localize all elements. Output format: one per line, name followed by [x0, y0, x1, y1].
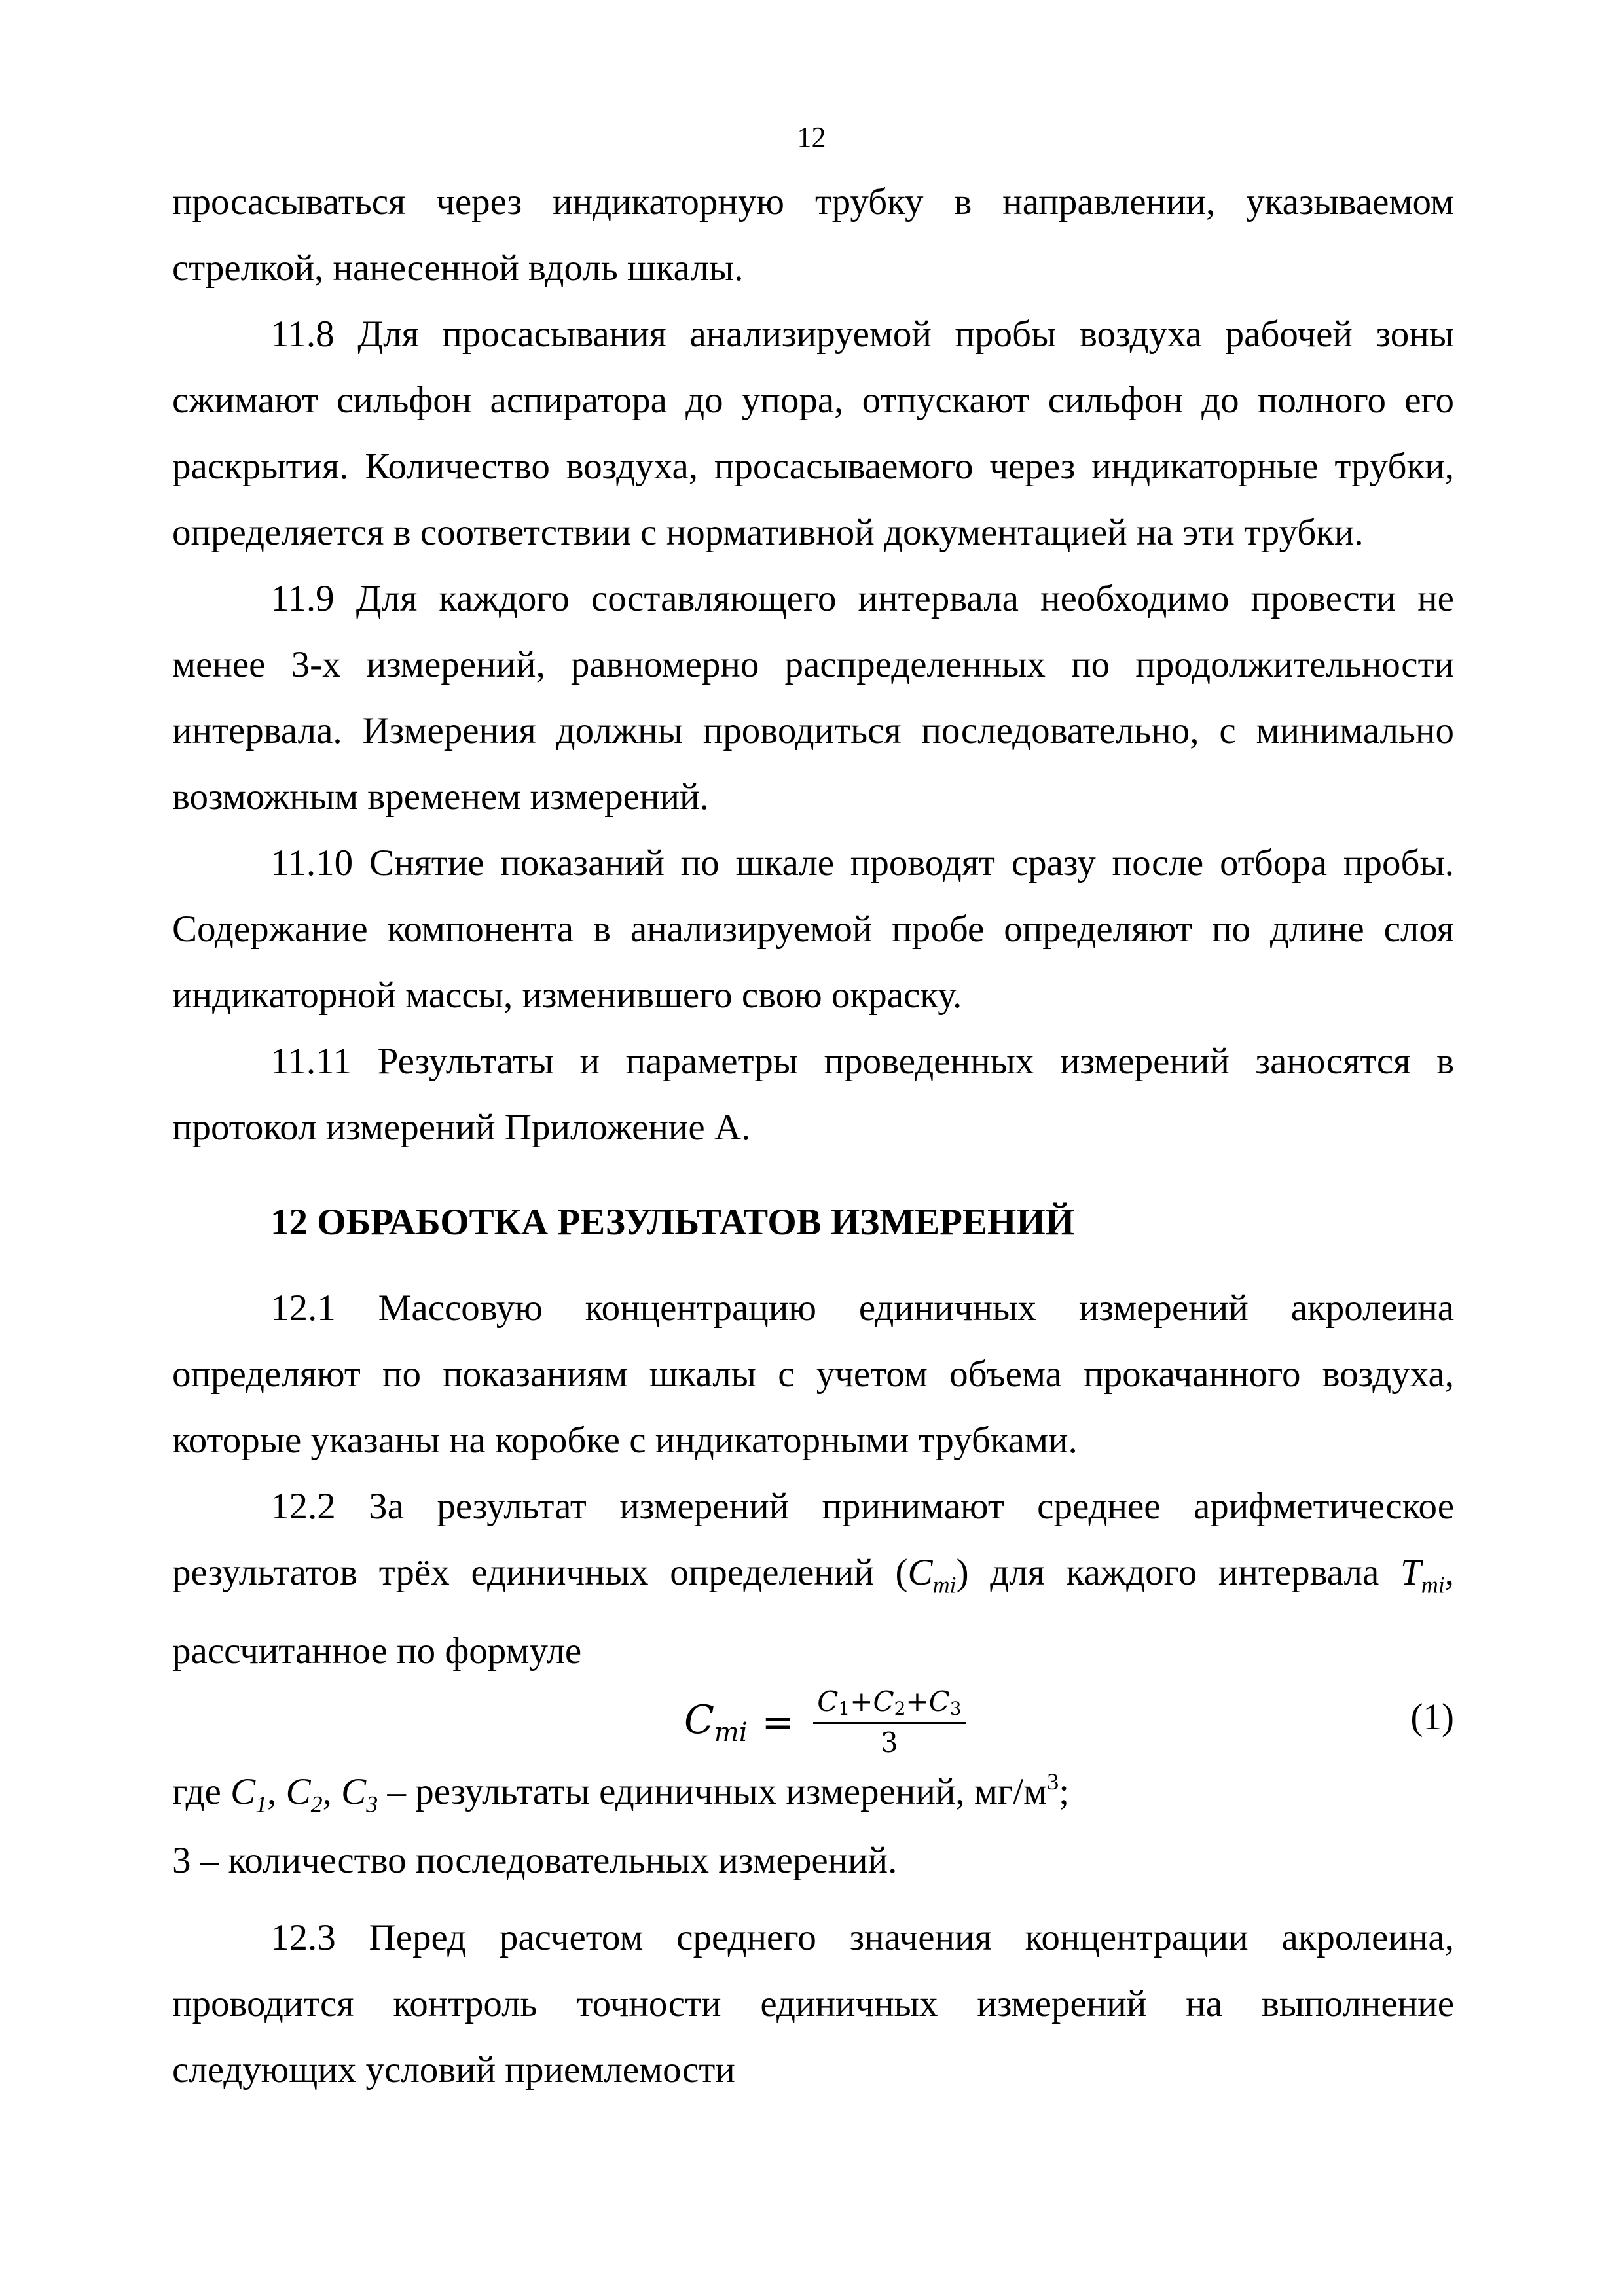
- variable-c2: $C_2$: [285, 1771, 323, 1818]
- page-number: 12: [797, 121, 826, 153]
- paragraph-12-3: 12.3 Перед расчетом среднего значения концентрации акролеина, проводится контроль точности единичных измерений на выполнение следующих условий приемлемости: [172, 1916, 1454, 2090]
- where-line: где $C_1$, $C_2$, $C_3$ – результаты единичных измерений, $мг/м^3$;: [172, 1768, 1070, 1818]
- section-heading: 12 ОБРАБОТКА РЕЗУЛЬТАТОВ ИЗМЕРЕНИЙ: [270, 1202, 1075, 1243]
- paragraph-12-2-text-c: , рассчитанное по формуле: [172, 1552, 1454, 1672]
- formula-denominator: 3: [881, 1727, 898, 1759]
- variable-t-mi: $T_{mi}$: [1400, 1552, 1445, 1598]
- paragraph-12-2: [172, 1473, 1454, 1684]
- formula-numerator: $C_1+C_2+C_3$: [813, 1685, 965, 1724]
- formula-1: [172, 1680, 1454, 1764]
- count-definition-line: 3 – количество последовательных измерений.: [172, 1839, 898, 1881]
- formula-lhs: $C_{mi}$: [684, 1696, 748, 1748]
- formula-equals: =: [761, 1700, 794, 1745]
- variable-c-mi: $C_{mi}$: [907, 1552, 957, 1598]
- paragraph-12-2-text-b: ) для каждого интервала: [956, 1552, 1401, 1593]
- variable-c1: $C_1$: [230, 1771, 268, 1818]
- formula-fraction: [813, 1685, 965, 1759]
- document-body: [172, 169, 1454, 2103]
- paragraph-12-1: 12.1 Массовую концентрацию единичных измерений акролеина определяют по показаниям шкалы с учетом объема прокачанного воздуха, которые указаны на коробке с индикаторными трубками.: [172, 1287, 1454, 1461]
- paragraph-continuation: просасываться через индикаторную трубку в направлении, указываемом стрелкой, нанесенной вдоль шкалы.: [172, 181, 1454, 289]
- formula-expression: [684, 1680, 966, 1764]
- formula-number: (1): [1410, 1696, 1454, 1738]
- paragraph-11-10: 11.10 Снятие показаний по шкале проводят сразу после отбора пробы. Содержание компонента в анализируемой пробе определяют по длине слоя индикаторной массы, изменившего свою окраску.: [172, 842, 1454, 1016]
- paragraph-11-8: 11.8 Для просасывания анализируемой пробы воздуха рабочей зоны сжимают сильфон аспиратора до упора, отпускают сильфон до полного его раскрытия. Количество воздуха, просасываемого через индикаторные трубки, определяется в соответствии с нормативной документацией на эти трубки.: [172, 314, 1454, 553]
- paragraph-11-11: 11.11 Результаты и параметры проведенных измерений заносятся в протокол измерений Приложение А.: [172, 1041, 1454, 1148]
- paragraph-12-2-text-a: 12.2 За результат измерений принимают среднее арифметическое результатов трёх единичных определений (: [172, 1486, 1454, 1593]
- paragraph-11-9: 11.9 Для каждого составляющего интервала необходимо провести не менее 3-х измерений, равномерно распределенных по продолжительности интервала. Измерения должны проводиться последовательно, с минимально возможным временем измерений.: [172, 578, 1454, 817]
- variable-c3: $C_3$: [341, 1771, 378, 1818]
